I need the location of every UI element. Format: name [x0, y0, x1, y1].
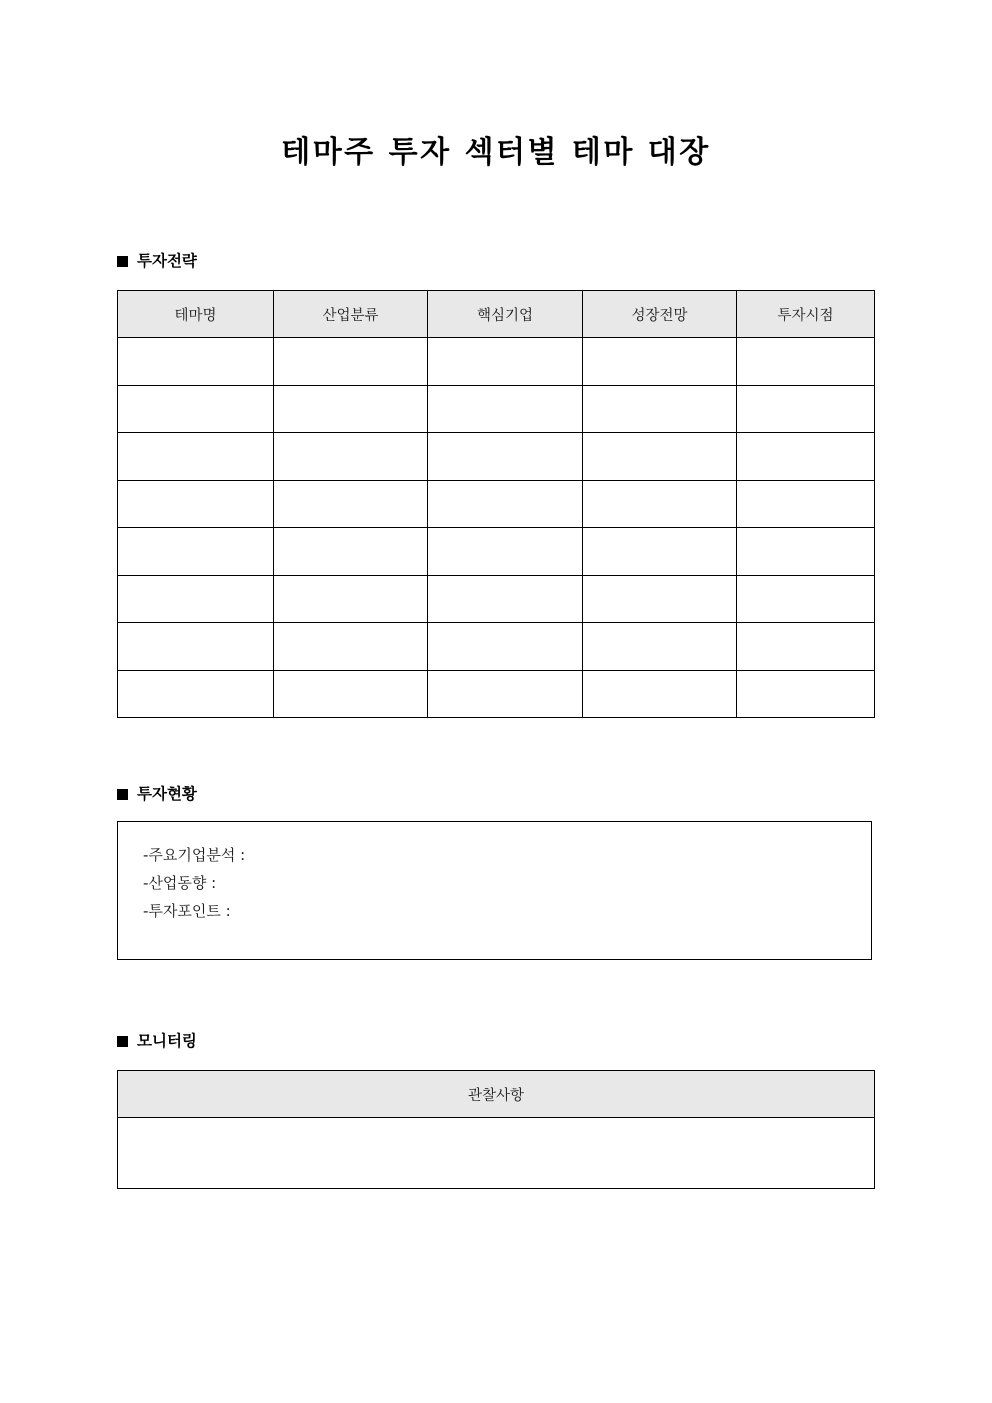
- table-cell[interactable]: [428, 623, 583, 671]
- table-cell[interactable]: [274, 623, 428, 671]
- table-cell[interactable]: [737, 623, 875, 671]
- table-cell[interactable]: [583, 575, 737, 623]
- table-cell[interactable]: [428, 385, 583, 433]
- status-line-list: [118, 822, 871, 925]
- column-header-core-company: 핵심기업: [428, 291, 583, 338]
- table-cell[interactable]: [583, 480, 737, 528]
- section-heading-monitoring-label: 모니터링: [137, 1032, 197, 1050]
- table-cell[interactable]: [118, 433, 274, 481]
- section-heading-strategy-label: 투자전략: [137, 252, 197, 270]
- table-cell[interactable]: [737, 338, 875, 386]
- column-header-observations: 관찰사항: [118, 1071, 875, 1118]
- table-cell[interactable]: [118, 1118, 875, 1189]
- table-cell[interactable]: [737, 385, 875, 433]
- table-cell[interactable]: [737, 433, 875, 481]
- section-heading-status: [117, 783, 197, 805]
- table-cell[interactable]: [274, 670, 428, 718]
- section-heading-monitoring: [117, 1030, 197, 1052]
- table-cell[interactable]: [583, 338, 737, 386]
- filled-square-bullet-icon: [117, 789, 128, 800]
- table-row: [118, 338, 875, 386]
- table-row: [118, 480, 875, 528]
- table-row: [118, 670, 875, 718]
- table-cell[interactable]: [428, 670, 583, 718]
- table-cell[interactable]: [118, 338, 274, 386]
- table-row: [118, 528, 875, 576]
- table-cell[interactable]: [118, 385, 274, 433]
- status-line: -산업동향 :: [143, 874, 217, 892]
- monitoring-table: [117, 1070, 875, 1189]
- table-cell[interactable]: [274, 575, 428, 623]
- table-cell[interactable]: [118, 623, 274, 671]
- table-cell[interactable]: [428, 338, 583, 386]
- table-row: [118, 575, 875, 623]
- status-line: -투자포인트 :: [143, 902, 231, 920]
- table-cell[interactable]: [274, 480, 428, 528]
- table-cell[interactable]: [118, 670, 274, 718]
- table-cell[interactable]: [737, 670, 875, 718]
- table-cell[interactable]: [274, 528, 428, 576]
- filled-square-bullet-icon: [117, 256, 128, 267]
- table-header-row: [118, 291, 875, 338]
- column-header-growth-outlook: 성장전망: [583, 291, 737, 338]
- table-cell[interactable]: [118, 480, 274, 528]
- table-cell[interactable]: [274, 385, 428, 433]
- column-header-investment-timing: 투자시점: [737, 291, 875, 338]
- table-row: [118, 385, 875, 433]
- table-cell[interactable]: [737, 480, 875, 528]
- strategy-table: [117, 290, 875, 718]
- table-cell[interactable]: [428, 480, 583, 528]
- table-cell[interactable]: [428, 575, 583, 623]
- table-cell[interactable]: [583, 385, 737, 433]
- page-title: 테마주 투자 섹터별 테마 대장: [281, 135, 711, 170]
- section-heading-status-label: 투자현황: [137, 785, 197, 803]
- investment-status-box[interactable]: [117, 821, 872, 960]
- table-cell[interactable]: [274, 433, 428, 481]
- filled-square-bullet-icon: [117, 1036, 128, 1047]
- table-row: [118, 433, 875, 481]
- table-cell[interactable]: [737, 528, 875, 576]
- table-cell[interactable]: [583, 623, 737, 671]
- table-cell[interactable]: [583, 433, 737, 481]
- table-row: [118, 623, 875, 671]
- table-row: [118, 1118, 875, 1189]
- table-cell[interactable]: [118, 575, 274, 623]
- column-header-theme-name: 테마명: [118, 291, 274, 338]
- table-header-row: [118, 1071, 875, 1118]
- column-header-industry-category: 산업분류: [274, 291, 428, 338]
- section-heading-strategy: [117, 250, 197, 272]
- table-cell[interactable]: [428, 528, 583, 576]
- status-line: -주요기업분석 :: [143, 846, 246, 864]
- table-cell[interactable]: [428, 433, 583, 481]
- table-cell[interactable]: [274, 338, 428, 386]
- table-cell[interactable]: [583, 528, 737, 576]
- table-cell[interactable]: [737, 575, 875, 623]
- table-cell[interactable]: [583, 670, 737, 718]
- table-cell[interactable]: [118, 528, 274, 576]
